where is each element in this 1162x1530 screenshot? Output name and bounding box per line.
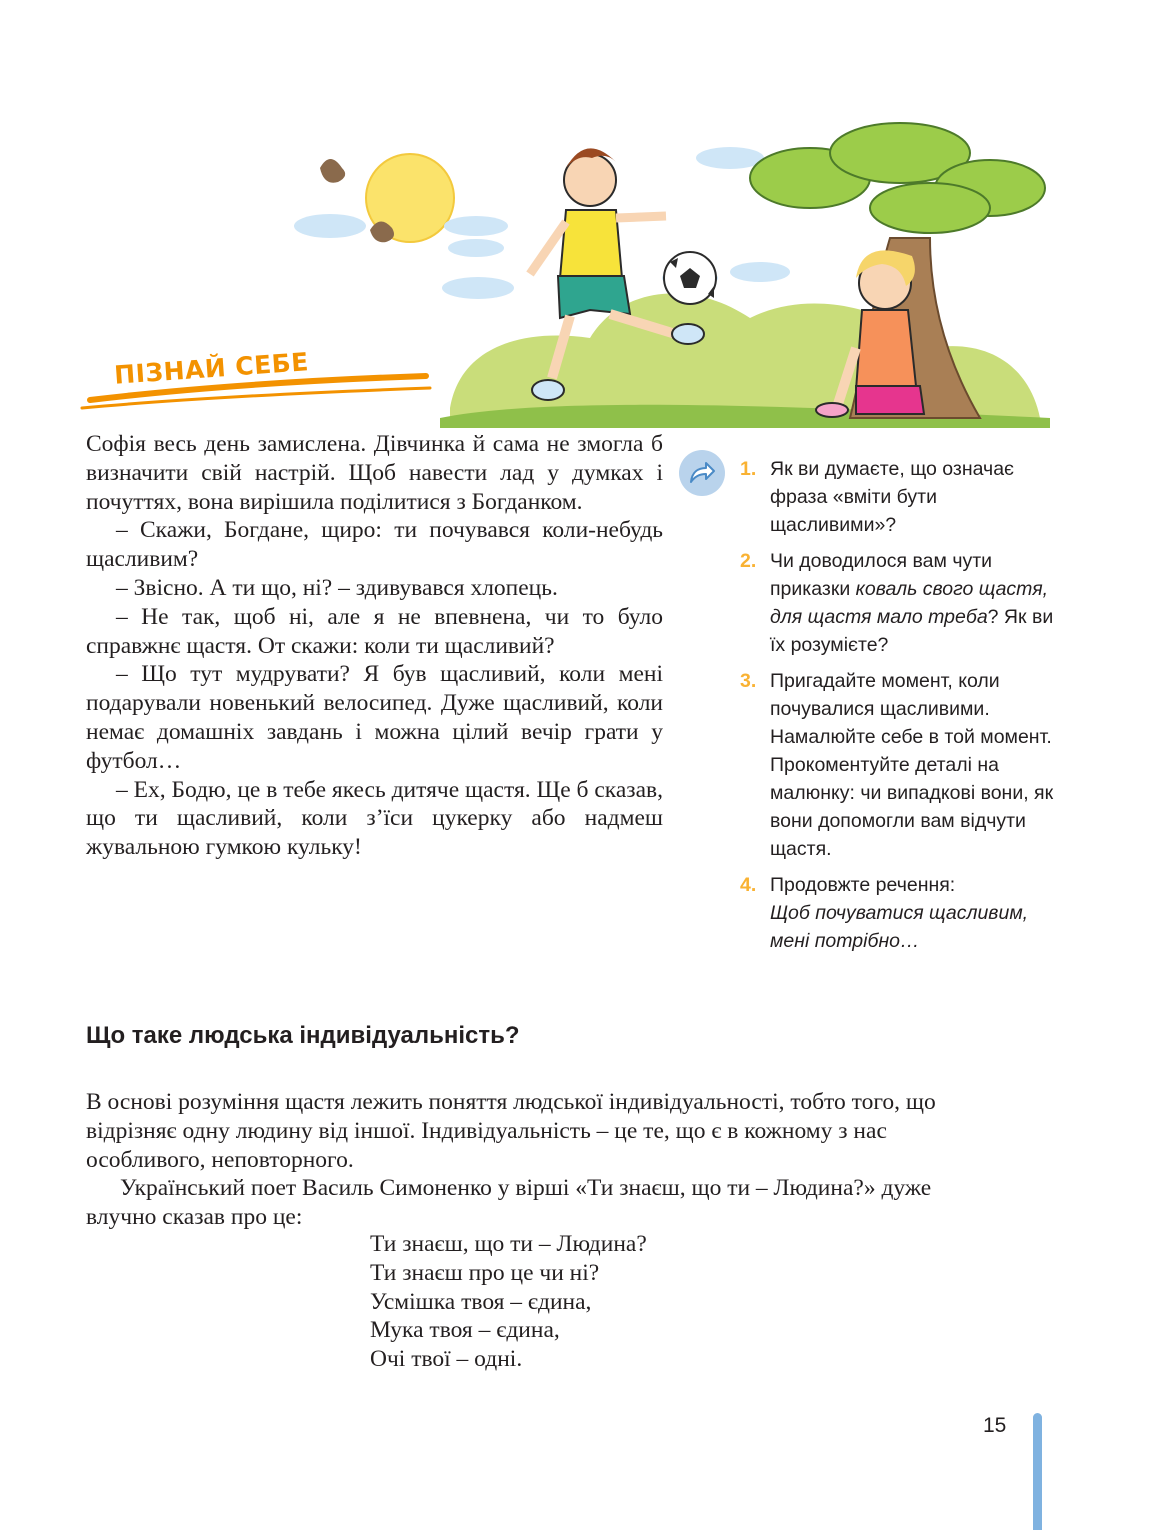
story-text bbox=[86, 430, 663, 862]
question-item bbox=[740, 547, 1060, 659]
questions-list bbox=[740, 455, 1060, 963]
poem-line: Усмішка твоя – єдина, bbox=[370, 1288, 592, 1315]
share-arrow-icon bbox=[679, 450, 725, 496]
poem bbox=[370, 1230, 647, 1374]
story-paragraph: – Ех, Бодю, це в тебе якесь дитяче щастя. Ще б сказав, що ти щасливий, коли з’їси цукерку або надмеш жувальною гумкою кульку! bbox=[86, 776, 663, 861]
story-paragraph: – Звісно. А ти що, ні? – здивувався хлопець. bbox=[116, 574, 558, 601]
page-edge-bar bbox=[1033, 1413, 1042, 1530]
question-proverbs: коваль свого щастя, для щастя мало треба bbox=[770, 578, 1049, 628]
section-heading: Що таке людська індивідуальність? bbox=[86, 1022, 520, 1049]
question-text: Чи доводилося вам чути приказки bbox=[770, 550, 993, 600]
question-number: 4. bbox=[740, 874, 757, 896]
section-label-text: ПІЗНАЙ СЕБЕ bbox=[113, 347, 310, 390]
question-item bbox=[740, 871, 1060, 955]
story-paragraph: – Не так, щоб ні, але я не впевнена, чи то було справжнє щастя. От скажи: коли ти щасливий? bbox=[86, 603, 663, 659]
football-icon bbox=[664, 252, 716, 304]
poem-line: Ти знаєш про це чи ні? bbox=[370, 1259, 600, 1286]
tree-crown bbox=[750, 123, 1045, 233]
body-paragraph: Український поет Василь Симоненко у вірші «Ти знаєш, що ти – Людина?» дуже влучно сказав про це: bbox=[86, 1175, 932, 1231]
story-paragraph: – Що тут мудрувати? Я був щасливий, коли мені подарували новенький велосипед. Дуже щасливий, коли немає домашніх завдань і можна цілий вечір грати у футбол… bbox=[86, 661, 663, 774]
body-paragraph: В основі розуміння щастя лежить поняття людської індивідуальності, тобто того, що відрізняє одну людину від іншої. Індивідуальність – це те, що є в кожному з нас особливого, неповторного. bbox=[86, 1089, 936, 1173]
poem-line: Очі твої – одні. bbox=[370, 1346, 523, 1373]
question-prompt: Щоб почуватися щасливим, мені потрібно… bbox=[770, 902, 1029, 952]
section-label bbox=[80, 348, 440, 418]
poem-line: Ти знаєш, що ти – Людина? bbox=[370, 1231, 647, 1257]
question-text: ? Як ви їх розумієте? bbox=[770, 606, 1054, 656]
question-text: Продовжте речення: bbox=[770, 874, 956, 896]
poem-line: Мука твоя – єдина, bbox=[370, 1317, 560, 1344]
page-number: 15 bbox=[983, 1414, 1007, 1437]
question-item bbox=[740, 667, 1060, 863]
body-text bbox=[86, 1088, 978, 1232]
story-paragraph: – Скажи, Богдане, щиро: ти почувався коли-небудь щасливим? bbox=[86, 517, 663, 573]
question-text: Як ви думаєте, що означає фраза «вміти бути щасливими»? bbox=[770, 458, 1014, 536]
story-paragraph: Софія весь день замислена. Дівчинка й сама не змогла б визначити свій настрій. Щоб навести лад у думках і почуттях, вона вирішила поділитися з Богданком. bbox=[86, 431, 663, 515]
question-number: 2. bbox=[740, 550, 757, 572]
question-text: Пригадайте момент, коли почувалися щасливими. Намалюйте себе в той момент. Прокоментуйте деталі на малюнку: чи випадкові вони, як вони допомогли вам відчути щастя. bbox=[770, 670, 1054, 860]
question-number: 1. bbox=[740, 458, 757, 480]
question-item bbox=[740, 455, 1060, 539]
question-number: 3. bbox=[740, 670, 757, 692]
